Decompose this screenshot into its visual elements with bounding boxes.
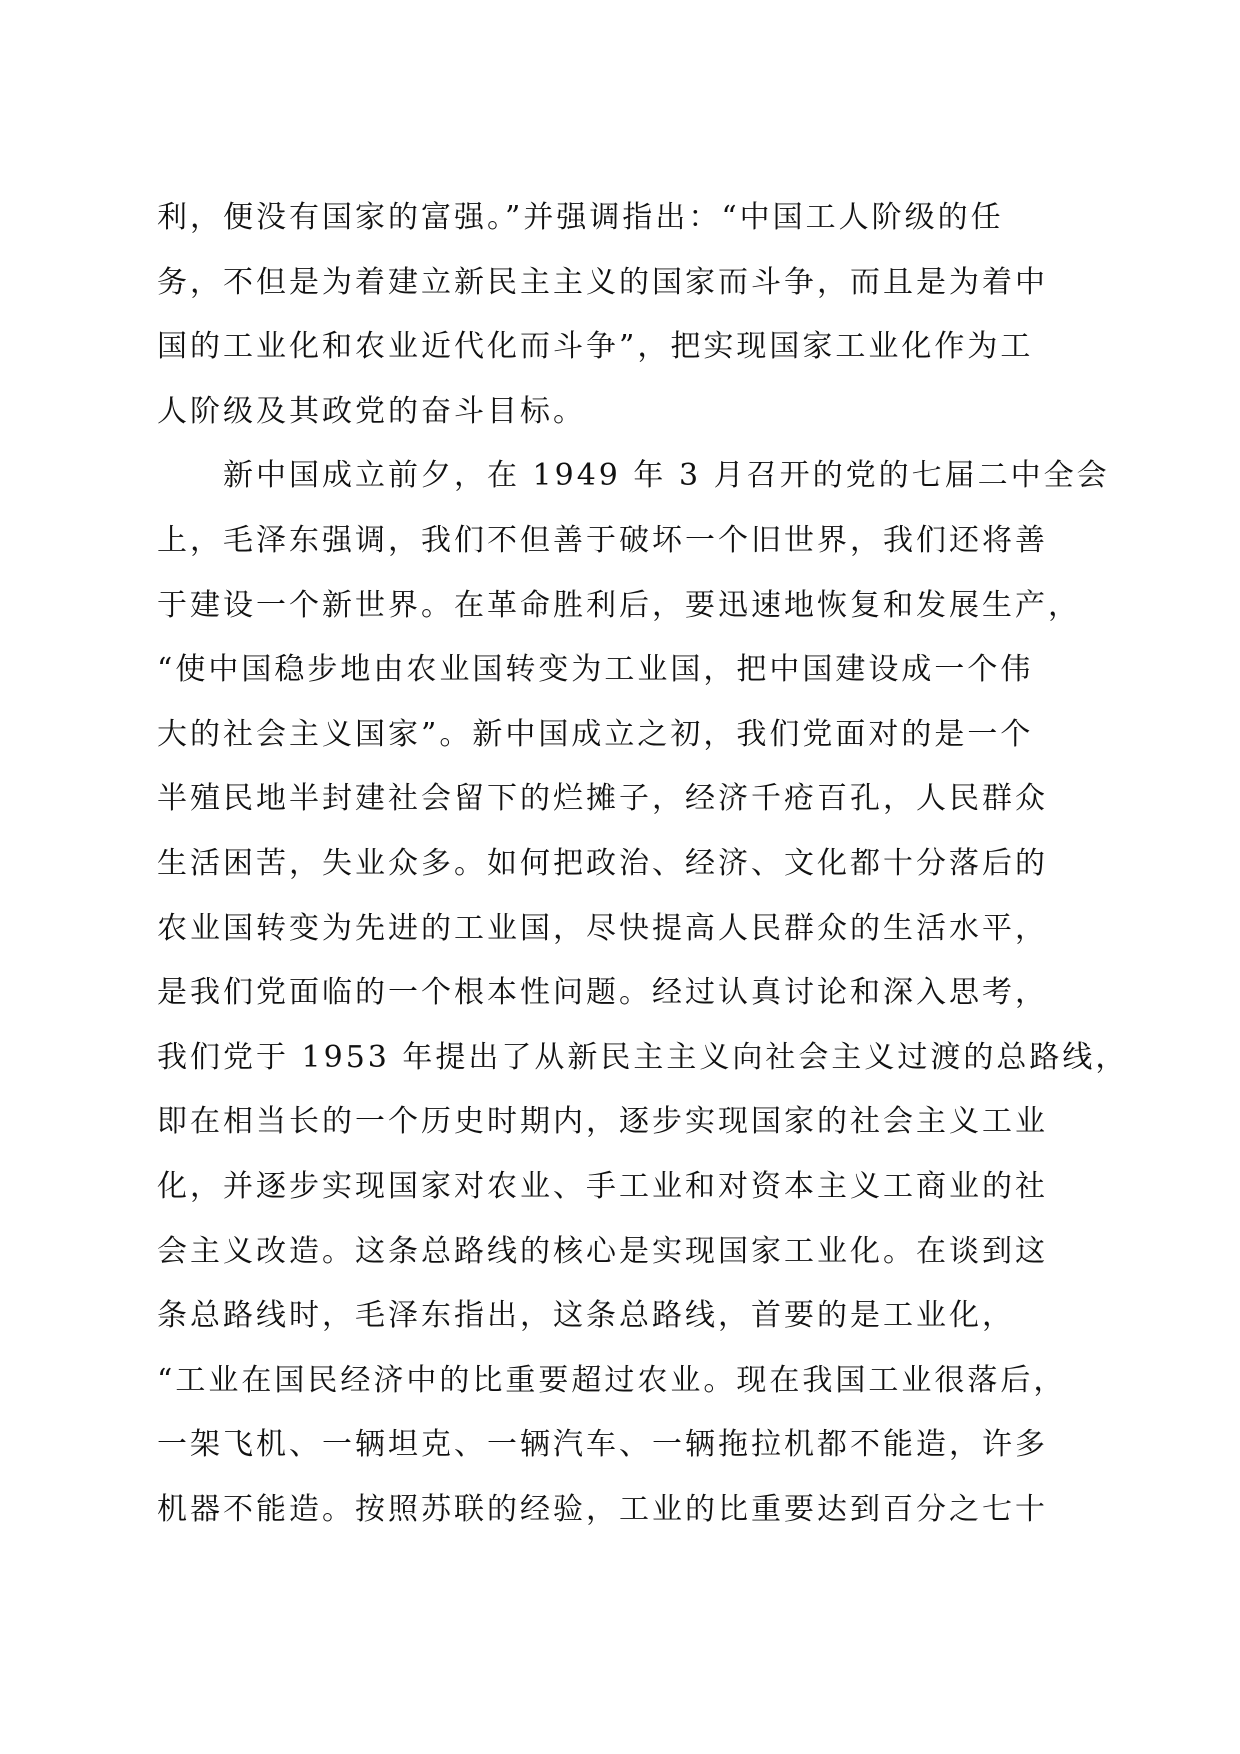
text-line: 务，不但是为着建立新民主主义的国家而斗争，而且是为着中 — [157, 264, 1048, 300]
text-line: 生活困苦，失业众多。如何把政治、经济、文化都十分落后的 — [157, 845, 1048, 881]
text-line: 于建设一个新世界。在革命胜利后，要迅速地恢复和发展生产， — [157, 587, 1081, 623]
text-line: 化，并逐步实现国家对农业、手工业和对资本主义工商业的社 — [157, 1168, 1048, 1204]
text-line: 大的社会主义国家”。新中国成立之初，我们党面对的是一个 — [157, 716, 1034, 752]
text-line: 半殖民地半封建社会留下的烂摊子，经济千疮百孔，人民群众 — [157, 781, 1048, 817]
text-line: 是我们党面临的一个根本性问题。经过认真讨论和深入思考， — [157, 975, 1048, 1011]
text-line: 我们党于 1953 年提出了从新民主主义向社会主义过渡的总路线， — [157, 1039, 1129, 1075]
text-line: 利，便没有国家的富强。”并强调指出：“中国工人阶级的任 — [157, 200, 1004, 235]
text-line: “使中国稳步地由农业国转变为工业国，把中国建设成一个伟 — [157, 652, 1034, 688]
text-line: 国的工业化和农业近代化而斗争”，把实现国家工业化作为工 — [157, 329, 1034, 365]
text-line: 会主义改造。这条总路线的核心是实现国家工业化。在谈到这 — [157, 1233, 1048, 1269]
text-line: 上，毛泽东强调，我们不但善于破坏一个旧世界，我们还将善 — [157, 522, 1048, 558]
text-line: 农业国转变为先进的工业国，尽快提高人民群众的生活水平， — [157, 910, 1048, 946]
text-line: “工业在国民经济中的比重要超过农业。现在我国工业很落后， — [157, 1362, 1067, 1398]
text-line: 条总路线时，毛泽东指出，这条总路线，首要的是工业化， — [157, 1298, 1015, 1334]
text-line: 机器不能造。按照苏联的经验，工业的比重要达到百分之七十 — [157, 1491, 1048, 1527]
text-line: 新中国成立前夕，在 1949 年 3 月召开的党的七届二中全会 — [157, 458, 1110, 494]
text-line: 即在相当长的一个历史时期内，逐步实现国家的社会主义工业 — [157, 1104, 1048, 1140]
text-line: 人阶级及其政党的奋斗目标。 — [157, 393, 586, 429]
text-line: 一架飞机、一辆坦克、一辆汽车、一辆拖拉机都不能造，许多 — [157, 1427, 1048, 1463]
body-text — [157, 186, 1129, 1542]
